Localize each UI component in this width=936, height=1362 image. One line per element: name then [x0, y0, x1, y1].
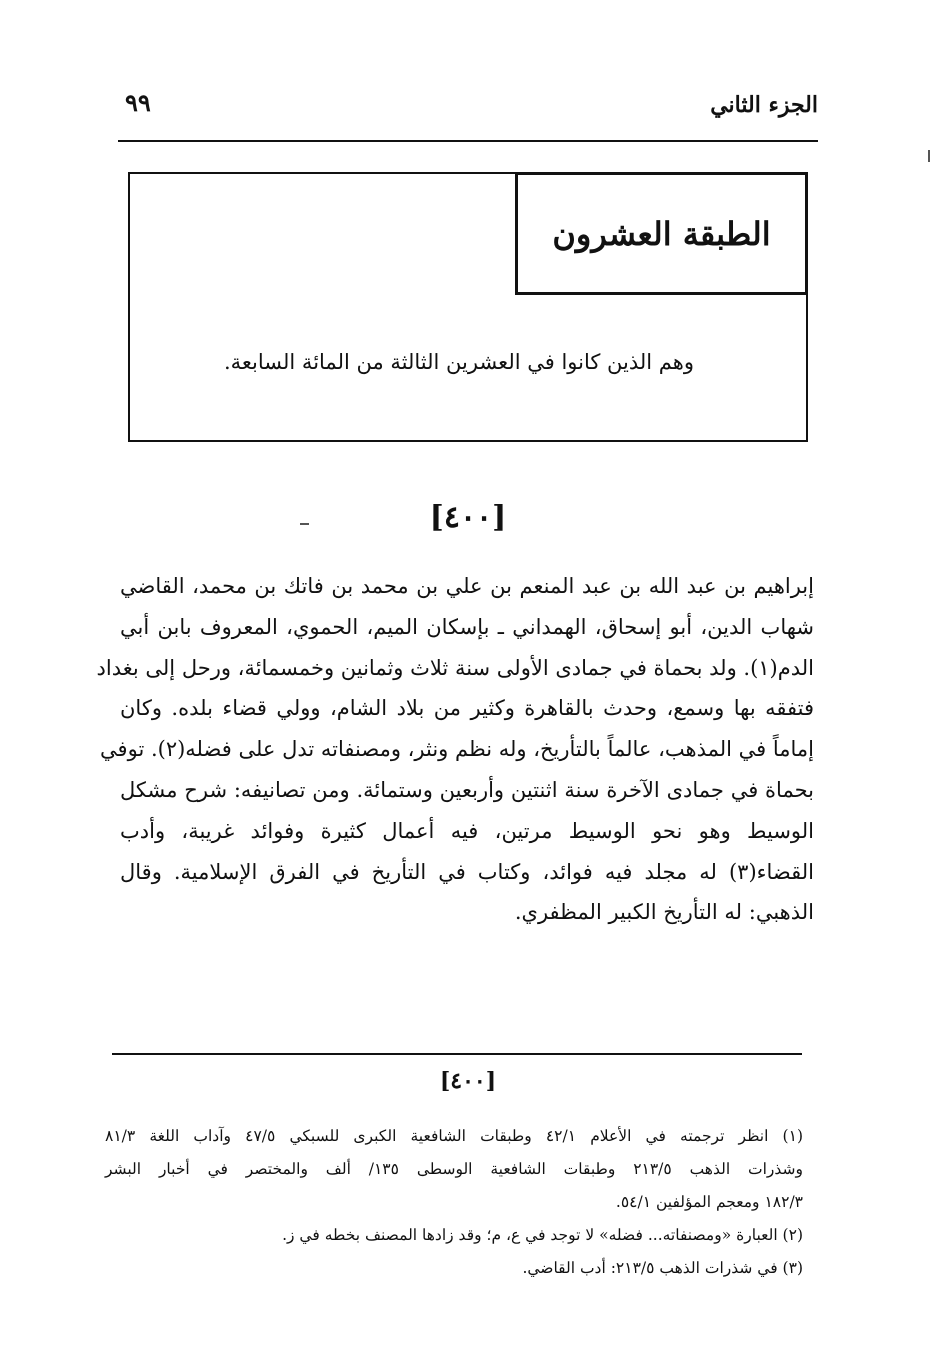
- body-line: بحماة في جمادى الآخرة سنة اثنتين وأربعين وستمائة. ومن تصانيفه: شرح مشكل: [120, 777, 814, 802]
- header-rule: [118, 140, 818, 142]
- body-line: الوسيط وهو نحو الوسيط مرتين، فيه أعمال كثيرة وفوائد غريبة، وأدب: [120, 818, 814, 843]
- footnote-line: ١٨٢/٣ ومعجم المؤلفين ٥٤/١.: [615, 1193, 803, 1211]
- footnote-line: (٣) في شذرات الذهب ٢١٣/٥: أدب القاضي.: [522, 1259, 803, 1277]
- page-number: ٩٩: [125, 88, 151, 117]
- body-line: الدم(١). ولد بحماة في جمادى الأولى سنة ثلاث وثمانين وخمسمائة، ورحل إلى بغداد: [96, 655, 814, 680]
- footnote-line: وشذرات الذهب ٢١٣/٥ وطبقات الشافعية الوسطى ١٣٥/ ألف والمختصر في أخبار البشر: [105, 1160, 803, 1178]
- tier-title-box: [515, 172, 808, 295]
- body-line: فتفقه بها وسمع، وحدث بالقاهرة وكثير من بلاد الشام، وولي قضاء بلده. وكان: [120, 696, 814, 721]
- footnote-entry-number: [٤٠٠]: [439, 1068, 497, 1094]
- tier-frame: [128, 172, 808, 442]
- margin-mark: [928, 150, 930, 162]
- body-line: شهاب الدين، أبو إسحاق، الهمداني ـ بإسكان الميم، الحموي، المعروف بابن أبي: [120, 614, 814, 639]
- footnote-rule: [112, 1053, 802, 1055]
- footnote-line: (١) انظر ترجمته في الأعلام ٤٢/١ وطبقات الشافعية الكبرى للسبكي ٤٧/٥ وآداب اللغة ٨١/٣: [105, 1127, 803, 1145]
- entry-number: [٤٠٠]: [429, 500, 507, 535]
- body-line: إبراهيم بن عبد الله بن عبد المنعم بن علي بن محمد بن فاتك بن محمد، القاضي: [120, 574, 814, 598]
- running-header: الجزء الثاني: [710, 92, 818, 118]
- tier-title: الطبقة العشرون: [552, 214, 771, 253]
- body-line: إماماً في المذهب، عالماً بالتأريخ، وله نظم ونثر، ومصنفاته تدل على فضله(٢). توفي: [100, 737, 814, 762]
- tier-description: وهم الذين كانوا في العشرين الثالثة من المائة السابعة.: [223, 350, 694, 374]
- body-line: الذهبي: له التأريخ الكبير المظفري.: [514, 900, 814, 925]
- footnote-line: (٢) العبارة «ومصنفاته... فضله» لا توجد في ع، م؛ وقد زادها المصنف بخطه في ز.: [282, 1226, 803, 1244]
- body-line: القضاء(٣) له مجلد فيه فوائد، وكتاب في التأريخ في الفرق الإسلامية. وقال: [120, 859, 814, 884]
- entry-body: [96, 566, 814, 933]
- footnotes: [105, 1120, 803, 1285]
